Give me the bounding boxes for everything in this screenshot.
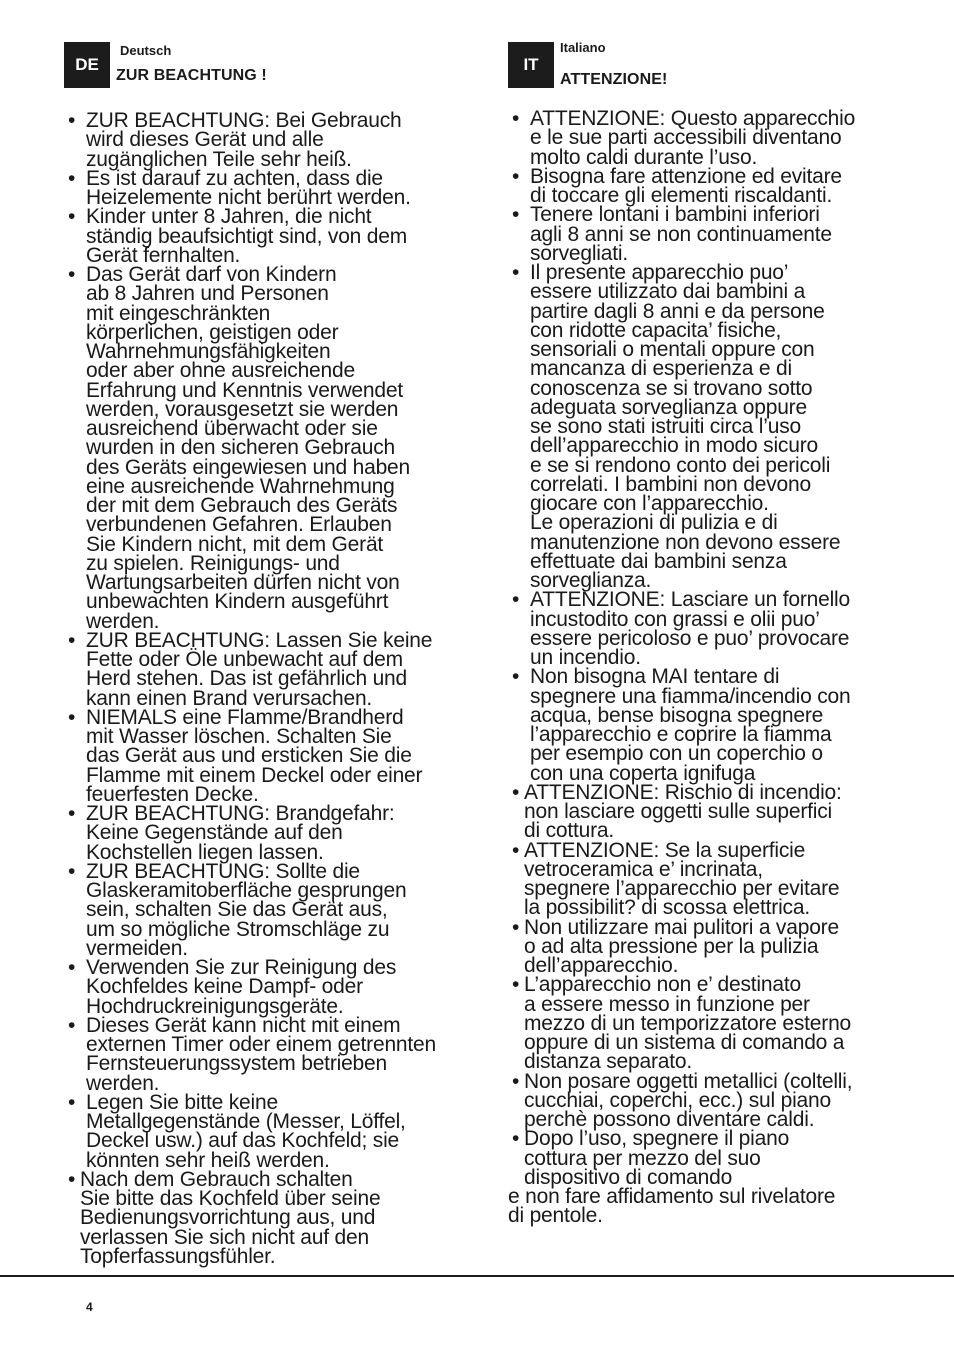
warning-text: ZUR BEACHTUNG: Bei Gebrauch wird dieses Gerät und alle zugänglichen Teile sehr heiß. xyxy=(86,109,402,171)
warning-item xyxy=(508,263,928,590)
warning-item xyxy=(508,915,928,977)
bullet-icon: • xyxy=(68,1013,76,1037)
language-name-it: Italiano xyxy=(560,40,606,55)
bullet-icon: • xyxy=(512,1069,520,1093)
warning-text: ATTENZIONE: Rischio di incendio: non lasciare oggetti sulle superfici di cottura. xyxy=(524,780,842,843)
bullet-icon: • xyxy=(68,166,76,190)
warning-item xyxy=(508,780,928,843)
warning-item xyxy=(508,1187,928,1226)
warning-text: L’apparecchio non e’ destinato a essere messo in funzione per mezzo di un temporizzatore esterno oppure di un sistema di comando a distanza separato. xyxy=(524,973,852,1074)
warning-item xyxy=(64,859,484,960)
bullet-icon: • xyxy=(68,802,76,825)
warning-text: Dieses Gerät kann nicht mit einem externen Timer oder einem getrennten Fernsteuerungssystem betrieben werden. xyxy=(86,1013,437,1095)
warning-text: ATTENZIONE: Se la superficie vetroceramica e’ incrinata, spegnere l’apparecchio per evitare la possibilit? di scossa elettrica. xyxy=(524,838,840,920)
warning-text: ZUR BEACHTUNG: Sollte die Glaskeramitoberfläche gesprungen sein, schalten Sie das Gerät aus, um so mögliche Stromschläge zu vermeiden. xyxy=(86,859,407,960)
warning-item xyxy=(64,1167,484,1268)
warning-text: Legen Sie bitte keine Metallgegenstände (Messer, Löffel, Deckel usw.) auf das Kochfeld; sie könnten sehr heiß werden. xyxy=(86,1090,406,1172)
bullet-icon: • xyxy=(68,956,76,979)
warning-item xyxy=(508,667,928,783)
warning-item xyxy=(64,958,484,1016)
warning-text: Kinder unter 8 Jahren, die nicht ständig beaufsichtigt sind, von dem Gerät fernhalten. xyxy=(86,205,408,267)
warning-text: Non posare oggetti metallici (coltelli, cucchiai, coperchi, ecc.) sul piano perchè possono diventare caldi. xyxy=(524,1069,853,1131)
bullet-icon: • xyxy=(512,915,520,939)
warning-text: Non bisogna MAI tentare di spegnere una fiamma/incendio con acqua, bense bisogna spegnere l’apparecchio e coprire la fiamma per esempio con un coperchio o con una coperta ignifuga xyxy=(530,665,851,785)
bullet-icon: • xyxy=(68,263,76,286)
warning-item xyxy=(508,205,928,263)
warning-item xyxy=(508,838,928,920)
warning-item xyxy=(508,1129,928,1187)
warning-text: Tenere lontani i bambini inferiori agli 8 anni se non continuamente sorvegliati. xyxy=(530,203,832,265)
warning-item xyxy=(508,164,928,207)
warning-text: Es ist darauf zu achten, dass die Heizelemente nicht berührt werden. xyxy=(86,166,411,209)
warning-text: Non utilizzare mai pulitori a vapore o ad alta pressione per la pulizia dell’apparecchio. xyxy=(524,915,839,977)
bullet-icon: • xyxy=(68,705,76,729)
section-title-de: ZUR BEACHTUNG ! xyxy=(116,67,267,84)
warning-item xyxy=(64,705,484,806)
warning-item xyxy=(508,1069,928,1131)
bullet-icon: • xyxy=(68,109,76,132)
bullet-icon: • xyxy=(512,1127,520,1151)
warning-item xyxy=(64,111,484,169)
footer-divider xyxy=(0,1275,954,1277)
warning-text: ZUR BEACHTUNG: Brandgefahr: Keine Gegenstände auf den Kochstellen liegen lassen. xyxy=(86,802,395,864)
section-header-it xyxy=(508,42,928,90)
language-name-de: Deutsch xyxy=(120,43,172,58)
warning-item xyxy=(64,265,484,631)
bullet-icon: • xyxy=(512,164,520,188)
warning-list-it xyxy=(508,109,928,1226)
bullet-icon: • xyxy=(68,205,76,229)
language-badge-it: IT xyxy=(508,42,554,88)
bullet-icon: • xyxy=(512,973,520,997)
warning-item xyxy=(64,207,484,265)
warning-text: Il presente apparecchio puo’ essere utilizzato dai bambini a partire dagli 8 anni e da persone con ridotte capacita’ fisiche, sensoriali o mentali oppure con mancanza di esperienza e di conoscenza se si trovano sotto adeguata sorveglianza oppure se sono stati istruiti circa l’uso dell’apparecchio in modo sicuro e se si rendono conto dei pericoli correlati. I bambini non devono giocare con l’apparecchio. Le operazioni di pulizia e di manutenzione non devono essere effettuate dai bambini senza sorveglianza. xyxy=(530,261,841,592)
warning-item xyxy=(64,166,484,209)
column-italiano xyxy=(508,42,928,1242)
bullet-icon: • xyxy=(512,588,520,612)
bullet-icon: • xyxy=(512,107,520,130)
warning-item xyxy=(64,628,484,710)
warning-text: NIEMALS eine Flamme/Brandherd mit Wasser löschen. Schalten Sie das Gerät aus und ersticken Sie die Flamme mit einem Deckel oder einer feuerfesten Decke. xyxy=(86,705,423,806)
bullet-icon: • xyxy=(68,628,76,652)
warning-item xyxy=(508,973,928,1074)
warning-text: Verwenden Sie zur Reinigung des Kochfeldes keine Dampf- oder Hochdruckreinigungsgeräte. xyxy=(86,956,397,1018)
warning-item xyxy=(64,1013,484,1095)
warning-text: Dopo l’uso, spegnere il piano cottura per mezzo del suo dispositivo di comando xyxy=(524,1127,790,1189)
warning-text: Das Gerät darf von Kindern ab 8 Jahren und Personen mit eingeschränkten körperlichen, geistigen oder Wahrnehmungsfähigkeiten oder aber ohne ausreichende Erfahrung und Kenntnis verwendet werden, vorausgesetzt sie werden ausreichend überwacht oder sie wurden in den sicheren Gebrauch des Geräts eingewiesen und haben eine ausreichende Wahrnehmung der mit dem Gebrauch des Geräts verbundenen Gefahren. Erlauben Sie Kindern nicht, mit dem Gerät zu spielen. Reinigungs- und Wartungsarbeiten dürfen nicht von unbewachten Kindern ausgeführt werden. xyxy=(86,263,411,633)
page-number: 4 xyxy=(86,1300,93,1314)
section-header-de xyxy=(64,42,484,90)
bullet-icon: • xyxy=(68,859,76,883)
bullet-icon: • xyxy=(512,665,520,689)
bullet-icon: • xyxy=(512,203,520,227)
column-deutsch xyxy=(64,42,484,1282)
bullet-icon: • xyxy=(68,1090,76,1114)
warning-item xyxy=(508,590,928,667)
warning-text: ATTENZIONE: Questo apparecchio e le sue parti accessibili diventano molto caldi durante l’uso. xyxy=(530,107,856,169)
warning-item xyxy=(64,1090,484,1172)
warning-text: Bisogna fare attenzione ed evitare di toccare gli elementi riscaldanti. xyxy=(530,164,842,207)
warning-text: Nach dem Gebrauch schalten Sie bitte das Kochfeld über seine Bedienungsvorrichtung aus, und verlassen Sie sich nicht auf den Topferfassungsfühler. xyxy=(80,1167,381,1268)
warning-text: ATTENZIONE: Lasciare un fornello incustodito con grassi e olii puo’ essere pericoloso e puo’ provocare un incendio. xyxy=(530,588,850,669)
warning-text: ZUR BEACHTUNG: Lassen Sie keine Fette oder Öle unbewacht auf dem Herd stehen. Das ist gefährlich und kann einen Brand verursachen. xyxy=(86,628,433,710)
warning-text: e non fare affidamento sul rivelatore di pentole. xyxy=(508,1185,836,1228)
warning-item xyxy=(64,804,484,862)
bullet-icon: • xyxy=(512,780,520,804)
warning-item xyxy=(508,109,928,167)
warning-list-de xyxy=(64,111,484,1266)
bullet-icon: • xyxy=(68,1167,76,1191)
bullet-icon: • xyxy=(512,261,520,284)
bullet-icon: • xyxy=(512,838,520,862)
language-badge-de: DE xyxy=(64,42,110,88)
section-title-it: ATTENZIONE! xyxy=(560,71,668,88)
